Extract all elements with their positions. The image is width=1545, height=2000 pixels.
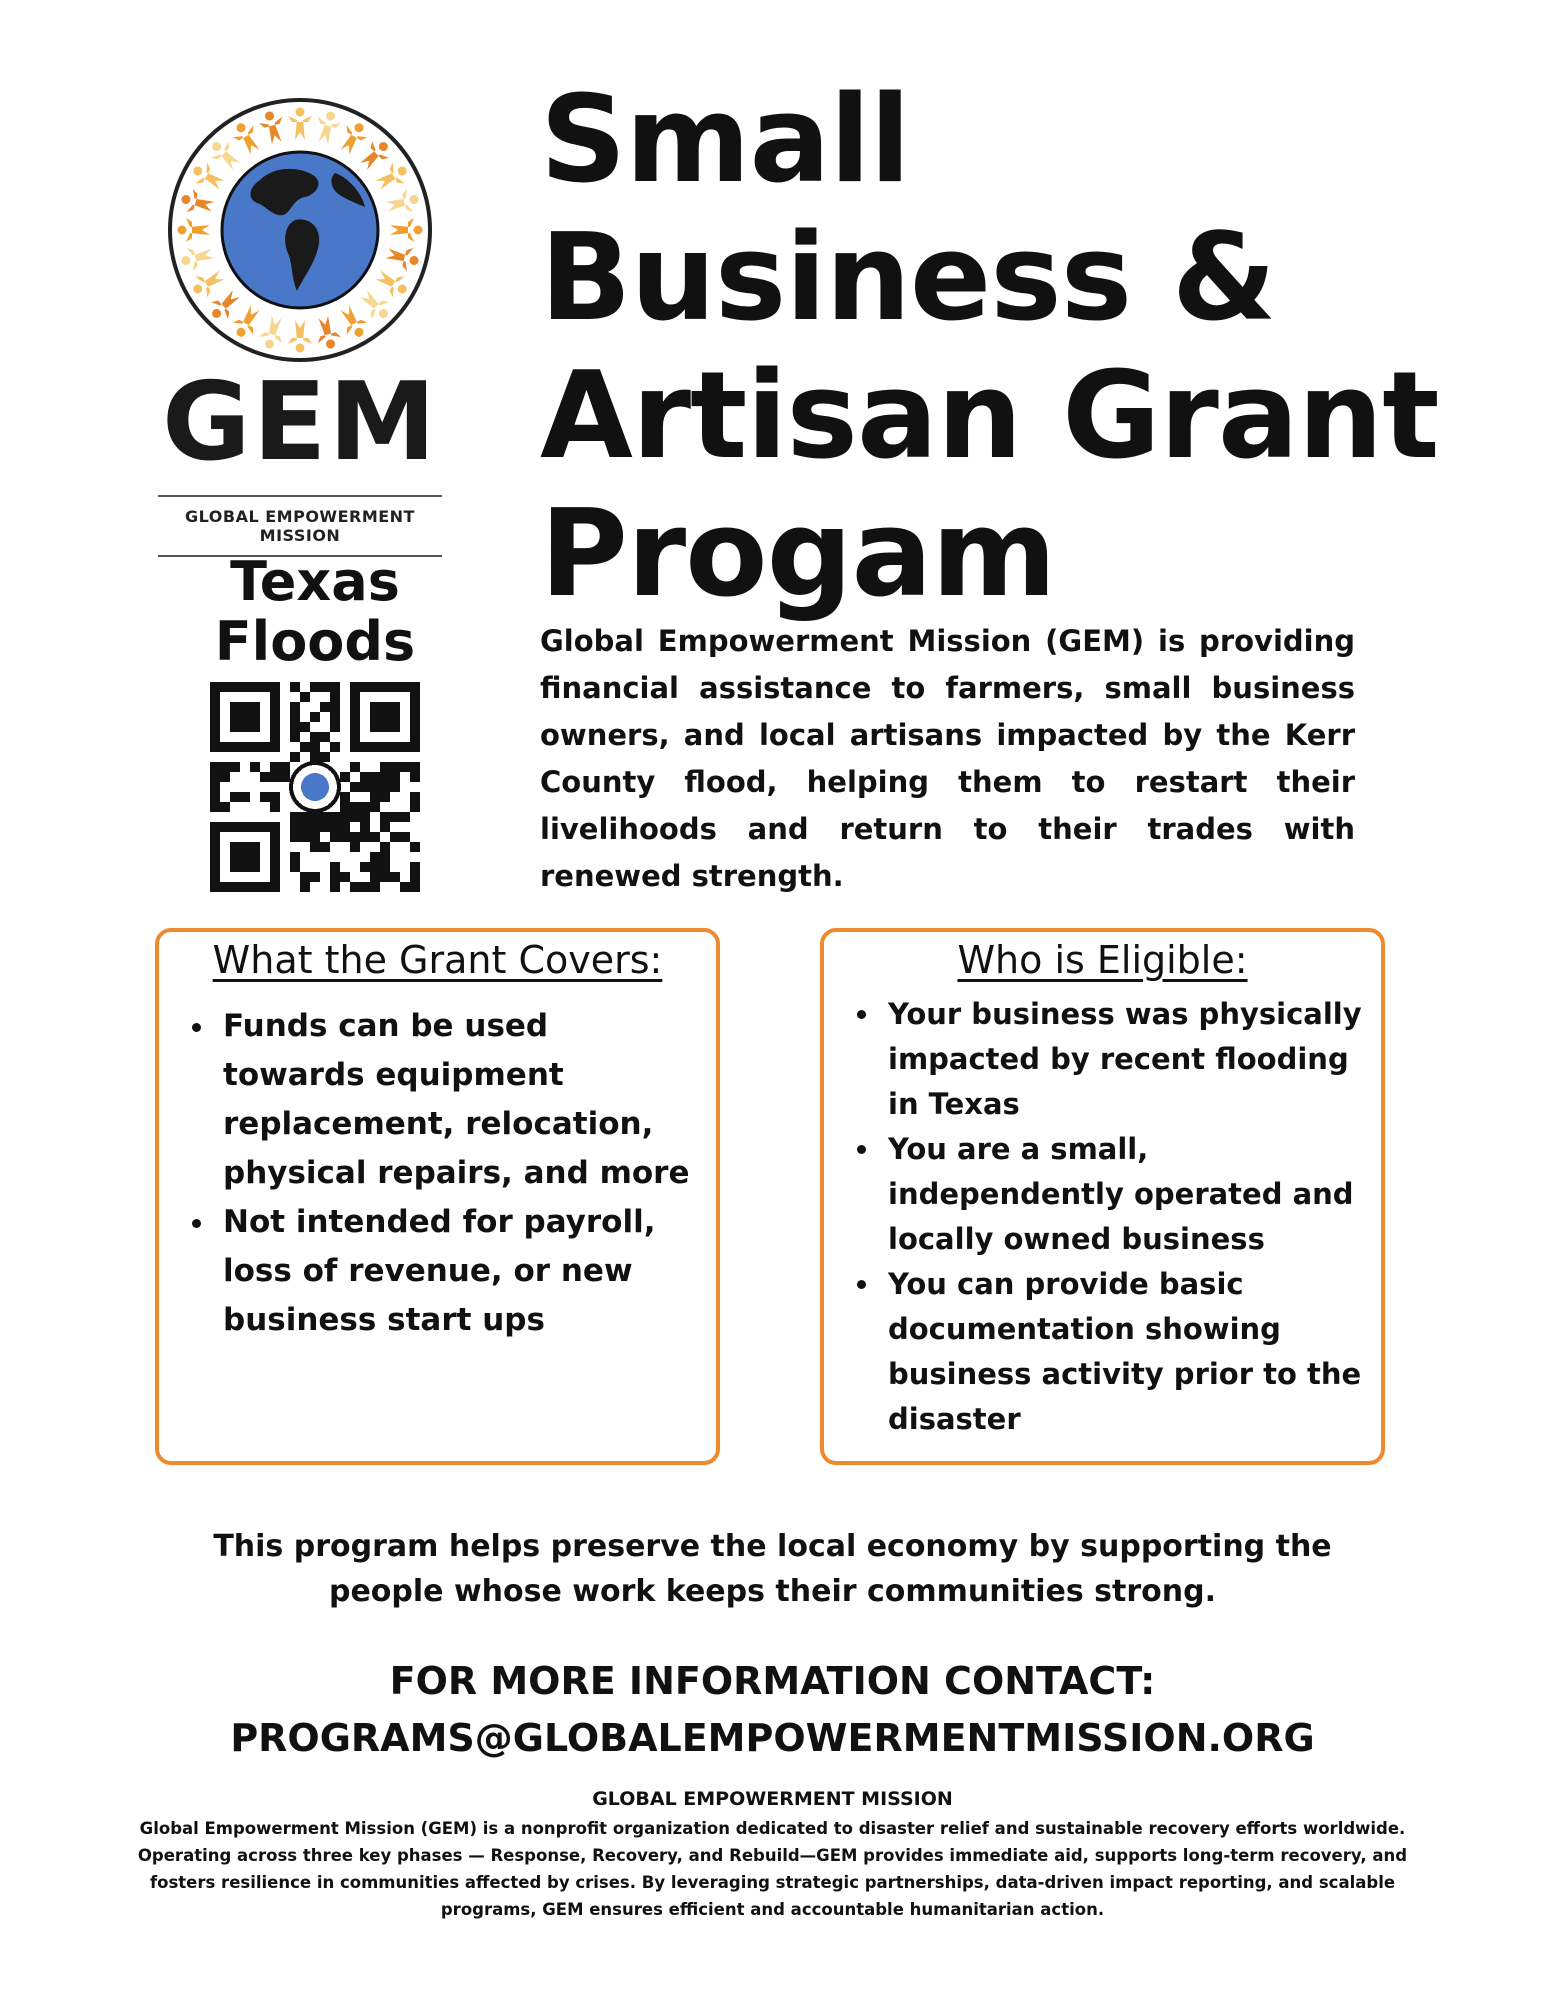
title-line-3: Artisan Grant [540,347,1439,486]
qr-code-icon[interactable] [210,682,420,892]
region-line-1: Texas [230,550,400,613]
globe-people-icon [165,95,435,365]
title-line-2: Business & [540,209,1276,348]
grant-covers-box [155,928,720,1465]
footer [120,1785,1425,1923]
page-title [540,72,1440,624]
region-label [160,552,470,672]
eligibility-box [820,928,1385,1465]
footer-text: Global Empowerment Mission (GEM) is a nonprofit organization dedicated to disaster relief and sustainable recovery efforts worldwide. Operating across three key phases — Response, Recovery, and Rebuild—GEM provides immediate aid, supports long-term recovery, and fosters resilience in communities affected by crises. By leveraging strategic partnerships, data-driven impact reporting, and scalable programs, GEM ensures efficient and accountable humanitarian action. [137,1819,1408,1919]
title-line-4: Progam [540,485,1056,624]
logo-divider [158,495,442,497]
list-item: • Not intended for payroll, loss of revenue, or new business start ups [217,1198,696,1345]
region-line-2: Floods [214,610,416,673]
grant-covers-list [159,1002,716,1345]
closing-statement: This program helps preserve the local economy by supporting the people whose work keeps their communities strong. [213,1529,1332,1609]
intro-paragraph: Global Empowerment Mission (GEM) is providing financial assistance to farmers, small business owners, and local artisans impacted by the Kerr County flood, helping them to restart their livelihoods and return to their trades with renewed strength. [540,624,1355,893]
logo-subtitle: GLOBAL EMPOWERMENT MISSION [185,507,415,545]
gem-logo [150,95,450,557]
contact-block [120,1653,1425,1767]
contact-label: FOR MORE INFORMATION CONTACT: [389,1659,1156,1703]
contact-email-link[interactable]: PROGRAMS@GLOBALEMPOWERMENTMISSION.ORG [230,1716,1315,1760]
list-item: • You can provide basic documentation showing business activity prior to the disaster [882,1262,1363,1442]
list-item: • Funds can be used towards equipment replacement, relocation, physical repairs, and more [217,1002,696,1198]
footer-title: GLOBAL EMPOWERMENT MISSION [592,1788,953,1810]
eligibility-list [824,992,1381,1442]
grant-covers-heading: What the Grant Covers: [212,938,663,982]
eligibility-heading: Who is Eligible: [957,938,1248,982]
list-item: • You are a small, independently operated and locally owned business [882,1127,1363,1262]
list-item: • Your business was physically impacted by recent flooding in Texas [882,992,1363,1127]
title-line-1: Small [540,71,910,210]
logo-wordmark: GEM [162,360,438,485]
